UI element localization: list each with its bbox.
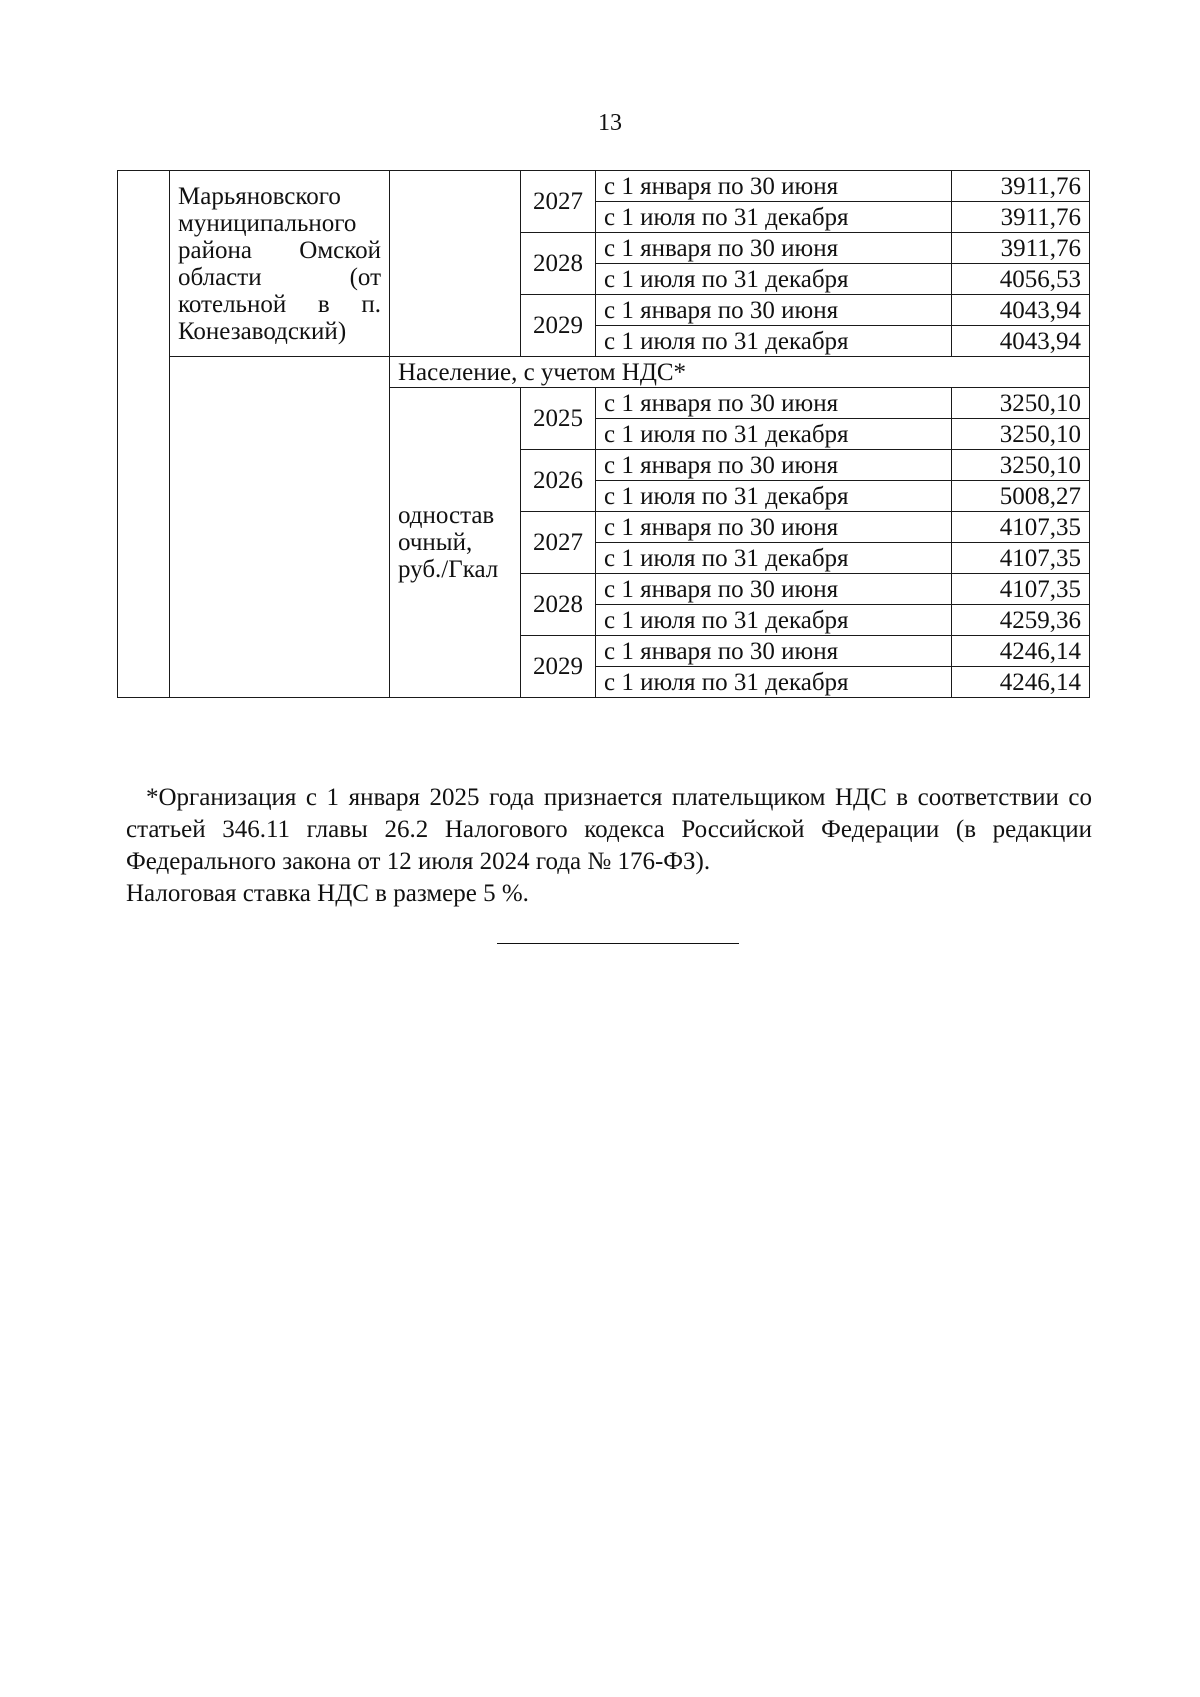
period-cell: с 1 января по 30 июня <box>596 233 952 264</box>
unit-cell <box>390 388 521 698</box>
tariff-value: 4259,36 <box>952 605 1090 636</box>
year-cell: 2029 <box>521 295 596 357</box>
tariff-value: 3250,10 <box>952 388 1090 419</box>
tariff-table <box>117 170 1090 698</box>
unit-line: одностав <box>398 502 495 529</box>
organization-cell <box>170 171 390 357</box>
tariff-value: 5008,27 <box>952 481 1090 512</box>
tariff-value: 4107,35 <box>952 574 1090 605</box>
tariff-value: 4246,14 <box>952 667 1090 698</box>
unit-line: очный, <box>398 529 473 556</box>
year-cell: 2027 <box>521 171 596 233</box>
footnote <box>126 782 1092 910</box>
tariff-value: 4043,94 <box>952 326 1090 357</box>
tariff-value: 3911,76 <box>952 202 1090 233</box>
period-cell: с 1 июля по 31 декабря <box>596 202 952 233</box>
footnote-text: *Организация с 1 января 2025 года признается плательщиком НДС в соответствии со статьей 346.11 главы 26.2 Налогового кодекса Российской Федерации (в редакции Федерального закона от 12 июля 2024 года № 176-ФЗ). <box>126 784 1092 875</box>
year-cell: 2026 <box>521 450 596 512</box>
period-cell: с 1 июля по 31 декабря <box>596 605 952 636</box>
period-cell: с 1 января по 30 июня <box>596 295 952 326</box>
tariff-value: 4056,53 <box>952 264 1090 295</box>
tariff-value: 3250,10 <box>952 419 1090 450</box>
org-line: Марьяновского <box>178 182 341 210</box>
period-cell: с 1 января по 30 июня <box>596 450 952 481</box>
tariff-value: 4246,14 <box>952 636 1090 667</box>
section-header: Население, с учетом НДС* <box>390 357 1090 388</box>
row-number-cell <box>118 171 170 698</box>
year-cell: 2028 <box>521 233 596 295</box>
end-divider <box>497 943 739 944</box>
org-line: муниципального <box>178 209 357 237</box>
page-number: 13 <box>598 110 622 136</box>
unit-line: руб./Гкал <box>398 556 499 583</box>
tariff-value: 3250,10 <box>952 450 1090 481</box>
org-line: Конезаводский) <box>178 317 347 345</box>
org-line: района Омской <box>178 236 381 264</box>
period-cell: с 1 июля по 31 декабря <box>596 543 952 574</box>
tariff-value: 3911,76 <box>952 233 1090 264</box>
org-line: области (от <box>178 263 381 291</box>
period-cell: с 1 июля по 31 декабря <box>596 481 952 512</box>
year-cell: 2027 <box>521 512 596 574</box>
year-cell: 2025 <box>521 388 596 450</box>
period-cell: с 1 июля по 31 декабря <box>596 326 952 357</box>
tariff-value: 3911,76 <box>952 171 1090 202</box>
period-cell: с 1 июля по 31 декабря <box>596 419 952 450</box>
table-row <box>118 171 1090 202</box>
period-cell: с 1 июля по 31 декабря <box>596 264 952 295</box>
tariff-value: 4107,35 <box>952 543 1090 574</box>
tariff-value: 4107,35 <box>952 512 1090 543</box>
period-cell: с 1 января по 30 июня <box>596 512 952 543</box>
period-cell: с 1 января по 30 июня <box>596 574 952 605</box>
period-cell: с 1 января по 30 июня <box>596 171 952 202</box>
tariff-value: 4043,94 <box>952 295 1090 326</box>
period-cell: с 1 января по 30 июня <box>596 388 952 419</box>
footnote-tax-rate: Налоговая ставка НДС в размере 5 %. <box>126 880 529 907</box>
period-cell: с 1 июля по 31 декабря <box>596 667 952 698</box>
organization-cell-continued <box>170 357 390 698</box>
year-cell: 2029 <box>521 636 596 698</box>
period-cell: с 1 января по 30 июня <box>596 636 952 667</box>
unit-cell-empty <box>390 171 521 357</box>
table-row <box>118 357 1090 388</box>
org-line: котельной в п. <box>178 290 381 318</box>
year-cell: 2028 <box>521 574 596 636</box>
